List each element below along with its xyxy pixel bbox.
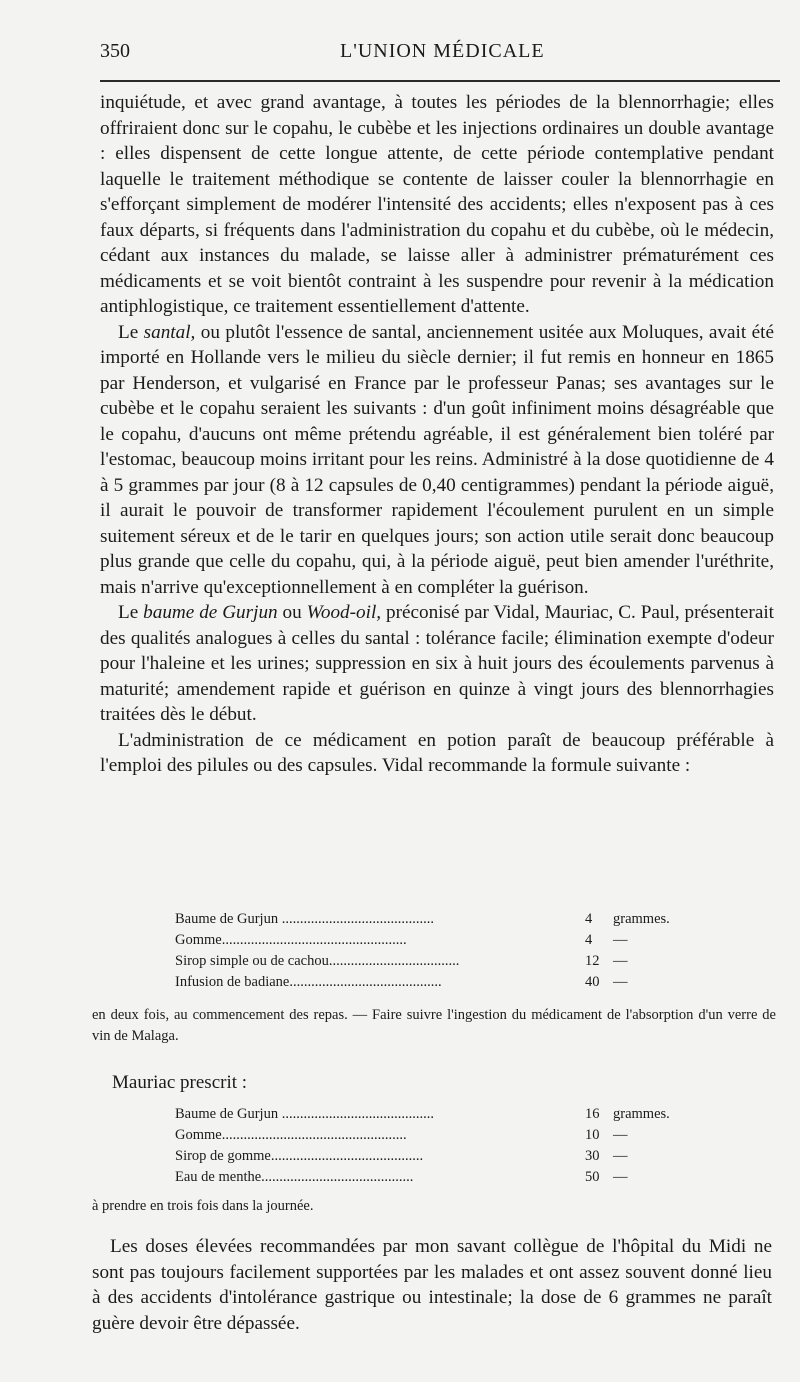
- text-span: préconisé par Vidal, Mauriac, C. Paul, présenterait des qualités analogues à celles du santal : tolérance facile; élimination exempte d'odeur pour l'haleine et les urines; suppression en six à huit jours des écoulements parvenus à maturité; amendement rapide et guérison en quinze à vingt jours des blennorrhagies traitées dès le début.: [100, 602, 774, 725]
- recipe-row: [175, 1167, 695, 1188]
- subheading-mauriac: Mauriac prescrit :: [112, 1072, 248, 1093]
- ingredient-unit: —: [613, 953, 628, 969]
- ingredient-name: Eau de menthe..........................................: [175, 1169, 414, 1185]
- recipe-row: [175, 1104, 695, 1125]
- ingredient-unit: —: [613, 1148, 628, 1164]
- ingredient-unit: —: [613, 1169, 628, 1185]
- ingredient-qty: 16: [585, 1106, 600, 1122]
- recipe-row: [175, 909, 695, 930]
- emphasis-gurjun: baume de Gurjun: [143, 602, 278, 623]
- ingredient-qty: 4: [585, 932, 593, 948]
- recipe-row: [175, 951, 695, 972]
- header-rule: [100, 80, 780, 82]
- ingredient-name: Sirop de gomme..........................................: [175, 1148, 424, 1164]
- emphasis-wood-oil: Wood-oil,: [306, 602, 382, 623]
- ingredient-qty: 50: [585, 1169, 600, 1185]
- paragraph-gurjun: [100, 600, 774, 728]
- ingredient-unit: grammes.: [613, 1106, 670, 1122]
- ingredient-name: Baume de Gurjun ..........................................: [175, 911, 434, 927]
- ingredient-name: Sirop simple ou de cachou....................................: [175, 953, 460, 969]
- ingredient-qty: 40: [585, 974, 600, 990]
- paragraph-santal: [100, 320, 774, 601]
- recipe-mauriac: [175, 1104, 695, 1188]
- text-span: Le: [118, 321, 144, 343]
- final-paragraph-container: [92, 1234, 772, 1336]
- recipe-row: [175, 930, 695, 951]
- ingredient-qty: 12: [585, 953, 600, 969]
- recipe-vidal: [175, 909, 695, 993]
- ingredient-qty: 4: [585, 911, 593, 927]
- text-span: ou plutôt l'essence de santal, anciennement usitée aux Moluques, avait été importé en Hollande vers le milieu du siècle dernier; il fut remis en honneur en 1865 par Henderson, et vulgarisé en France par le professeur Panas; ses avantages sur le cubèbe et le copahu seraient les suivants : d'un goût infiniment moins désagréable que le copahu, d'aucuns ont même prétendu agréable, il est généralement bien toléré par l'estomac, beaucoup moins irritant pour les reins. Administré à la dose quotidienne de 4 à 5 grammes par jour (8 à 12 capsules de 0,40 centigrammes) pendant la période aiguë, il aurait le pouvoir de transformer rapidement l'écoulement purulent en un simple suitement séreux et de le tarir en quelques jours; son action utile serait donc beaucoup plus grande que celle du copahu, qui, à la période aiguë, peut bien amender l'uréthrite, mais n'arrive qu'exceptionnellement à en compléter la guérison.: [100, 321, 774, 598]
- ingredient-unit: —: [613, 974, 628, 990]
- recipe-row: [175, 1125, 695, 1146]
- ingredient-qty: 30: [585, 1148, 600, 1164]
- ingredient-name: Gomme...................................................: [175, 1127, 407, 1143]
- page-number: 350: [100, 40, 130, 62]
- text-span: Le: [118, 602, 144, 623]
- emphasis-santal: santal,: [143, 321, 196, 343]
- ingredient-name: Gomme...................................................: [175, 932, 407, 948]
- paragraph-1: inquiétude, et avec grand avantage, à toutes les périodes de la blennorrhagie; elles offriraient donc sur le copahu, le cubèbe et les injections ordinaires un double avantage : elles dispensent de cette longue attente, de cette période contemplative pendant laquelle le traitement méthodique se contente de laisser couler la blennorrhagie en s'efforçant simplement de modérer l'intensité des accidents; elles n'exposent pas à ces faux départs, si fréquents dans l'administration du copahu et du cubèbe, où le médecin, cédant aux instances du malade, se laisse aller à administrer prématurément ces médicaments et se voit bientôt contraint à les suspendre pour revenir à la médication antiphlogistique, ce traitement essentiellement d'attente.: [100, 92, 774, 317]
- running-title: L'UNION MÉDICALE: [340, 40, 545, 62]
- recipe-row: [175, 1146, 695, 1167]
- paragraph-administration: L'administration de ce médicament en potion paraît de beaucoup préférable à l'emploi des pilules ou des capsules. Vidal recommande la formule suivante :: [100, 729, 774, 776]
- ingredient-unit: —: [613, 1127, 628, 1143]
- running-header: [100, 40, 780, 70]
- ingredient-unit: —: [613, 932, 628, 948]
- main-text: [100, 90, 774, 779]
- recipe-row: [175, 972, 695, 993]
- ingredient-qty: 10: [585, 1127, 600, 1143]
- note-vidal: en deux fois, au commencement des repas. — Faire suivre l'ingestion du médicament de l'absorption d'un verre de vin de Malaga.: [92, 1007, 776, 1044]
- text-span: ou: [277, 602, 307, 623]
- final-paragraph: Les doses élevées recommandées par mon savant collègue de l'hôpital du Midi ne sont pas toujours facilement supportées par les malades et ont assez souvent donné lieu à des accidents d'intolérance gastrique ou intestinale; la dose de 6 grammes ne paraît guère devoir être dépassée.: [92, 1236, 772, 1334]
- ingredient-unit: grammes.: [613, 911, 670, 927]
- ingredient-name: Infusion de badiane..........................................: [175, 974, 442, 990]
- note-mauriac: à prendre en trois fois dans la journée.: [92, 1198, 314, 1214]
- ingredient-name: Baume de Gurjun ..........................................: [175, 1106, 434, 1122]
